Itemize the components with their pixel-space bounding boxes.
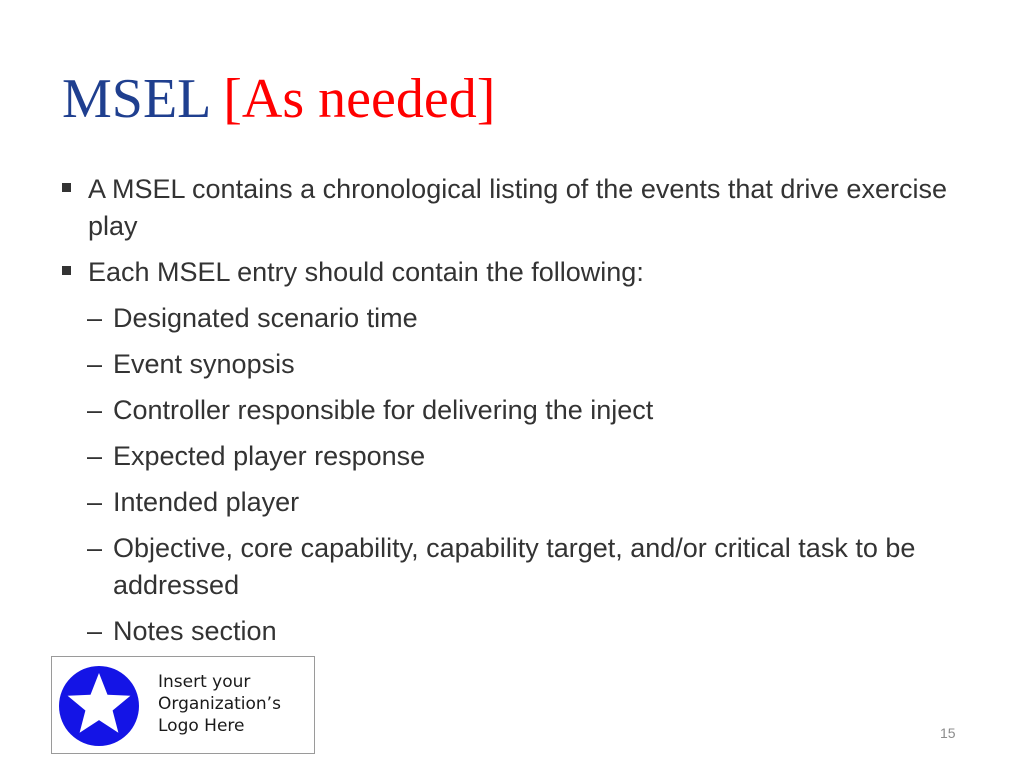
square-bullet-icon [62,266,71,275]
dash-bullet-icon: – [87,303,103,333]
star-in-circle-icon [58,665,140,747]
dash-bullet-icon: – [87,616,103,646]
sub-bullet-list [62,300,982,650]
logo-placeholder [51,656,315,754]
sub-bullet-item [62,613,982,650]
dash-bullet-icon: – [87,395,103,425]
sub-bullet-text: Expected player response [113,441,426,471]
bullet-text: A MSEL contains a chronological listing of the events that drive exercise play [88,174,947,241]
slide-title-accent: [As needed] [223,68,496,130]
sub-bullet-text: Controller responsible for delivering the inject [113,395,654,425]
sub-bullet-item [62,530,982,604]
dash-bullet-icon: – [87,533,103,563]
slide-body [62,171,982,659]
sub-bullet-item [62,346,982,383]
bullet-text: Each MSEL entry should contain the following: [88,257,644,287]
logo-text-line: Organization’s [158,694,281,714]
bullet-item [62,254,982,291]
sub-bullet-text: Event synopsis [113,349,295,379]
sub-bullet-item [62,300,982,337]
dash-bullet-icon: – [87,487,103,517]
sub-bullet-item [62,484,982,521]
dash-bullet-icon: – [87,349,103,379]
page-number: 15 [940,725,956,741]
sub-bullet-text: Objective, core capability, capability target, and/or critical task to be addressed [113,533,916,600]
slide-title [62,66,495,132]
logo-text-line: Logo Here [158,716,245,736]
sub-bullet-text: Intended player [113,487,300,517]
sub-bullet-text: Notes section [113,616,277,646]
dash-bullet-icon: – [87,441,103,471]
slide-title-main: MSEL [62,68,210,130]
sub-bullet-item [62,438,982,475]
sub-bullet-text: Designated scenario time [113,303,418,333]
logo-placeholder-text [158,671,281,737]
bullet-item [62,171,982,245]
square-bullet-icon [62,183,71,192]
logo-text-line: Insert your [158,672,251,692]
sub-bullet-item [62,392,982,429]
